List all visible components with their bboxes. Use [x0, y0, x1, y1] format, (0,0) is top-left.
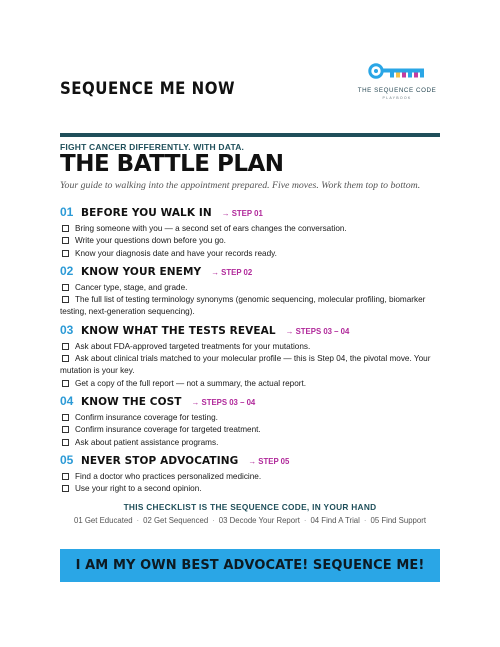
checklist-item — [60, 424, 445, 436]
checklist-item — [60, 341, 445, 353]
checklist — [60, 412, 445, 449]
checklist-item-text: Find a doctor who practices personalized medicine. — [75, 471, 262, 481]
page-subtitle: Your guide to walking into the appointment prepared. Five moves. Work them top to bottom. — [60, 180, 421, 191]
logo-subtitle: PLAYBOOK — [382, 96, 412, 100]
footer-step: 05 Find Support — [370, 516, 426, 525]
step-number: 05 — [60, 452, 74, 467]
checklist-item-text: Know your diagnosis date and have your records ready. — [75, 248, 277, 258]
step-title: KNOW YOUR ENEMY — [81, 265, 202, 278]
step-tag: → STEP 02 — [211, 267, 253, 277]
checklist — [60, 471, 445, 496]
footer-step: 04 Find A Trial — [310, 516, 360, 525]
brand-wordmark: SEQUENCE ME NOW — [60, 78, 236, 99]
checklist-item-text: The full list of testing terminology synonyms (genomic sequencing, molecular profiling, biomarker testing, next-generation sequencing). — [60, 295, 426, 317]
checklist — [60, 223, 445, 260]
checkbox[interactable] — [62, 473, 69, 480]
checklist-item-text: Confirm insurance coverage for targeted treatment. — [75, 425, 261, 435]
checklist — [60, 282, 445, 319]
footer-step: 03 Decode Your Report — [218, 516, 300, 525]
step-header — [60, 264, 445, 282]
checkbox[interactable] — [62, 485, 69, 492]
checklist-item-text: Use your right to a second opinion. — [75, 484, 202, 494]
step-03 — [60, 323, 445, 390]
key-icon — [368, 62, 426, 80]
checklist — [60, 341, 445, 390]
checklist-item-text: Confirm insurance coverage for testing. — [75, 412, 218, 422]
logo — [352, 62, 442, 100]
checkbox[interactable] — [62, 343, 69, 350]
footer-step: 02 Get Sequenced — [143, 516, 209, 525]
footer-steps — [60, 516, 440, 526]
checkbox[interactable] — [62, 237, 69, 244]
step-number: 02 — [60, 263, 74, 278]
checklist-item — [60, 353, 445, 378]
logo-title: THE SEQUENCE CODE — [357, 87, 437, 94]
step-tag: → STEPS 03 – 04 — [285, 326, 350, 336]
step-number: 01 — [60, 205, 74, 219]
step-number: 04 — [60, 393, 74, 408]
step-tag: → STEP 01 — [221, 209, 263, 218]
checkbox[interactable] — [62, 439, 69, 446]
step-tag: → STEPS 03 – 04 — [191, 397, 256, 407]
page-title: THE BATTLE PLAN — [60, 151, 284, 177]
checkbox[interactable] — [62, 380, 69, 387]
checkbox[interactable] — [62, 355, 69, 362]
step-number: 03 — [60, 322, 74, 337]
step-title: BEFORE YOU WALK IN — [81, 207, 212, 219]
advocate-banner — [60, 549, 440, 582]
step-04 — [60, 394, 445, 449]
step-title: KNOW WHAT THE TESTS REVEAL — [81, 324, 276, 337]
checklist-item-text: Ask about clinical trials matched to your molecular profile — this is Step 04, the pivotal move. Your mutation is your key. — [60, 354, 431, 376]
checklist-item — [60, 294, 445, 319]
checkbox[interactable] — [62, 296, 69, 303]
checklist-item — [60, 437, 445, 449]
banner-text: I AM MY OWN BEST ADVOCATE! SEQUENCE ME! — [75, 558, 425, 573]
footer-heading: THIS CHECKLIST IS THE SEQUENCE CODE, IN YOUR HAND — [123, 502, 377, 512]
footer — [60, 502, 440, 526]
checkbox[interactable] — [62, 250, 69, 257]
checklist-item — [60, 378, 445, 390]
step-header — [60, 453, 445, 471]
step-05 — [60, 453, 445, 496]
checklist-item — [60, 412, 445, 424]
step-title: KNOW THE COST — [81, 395, 182, 408]
checklist-item-text: Ask about patient assistance programs. — [75, 437, 219, 447]
checklist-item-text: Get a copy of the full report — not a summary, the actual report. — [75, 378, 307, 388]
checklist-item-text: Bring someone with you — a second set of ears changes the conversation. — [75, 224, 347, 233]
checklist-item — [60, 248, 445, 260]
steps-list — [60, 205, 445, 499]
checklist-item — [60, 223, 445, 235]
checklist-item-text: Ask about FDA-approved targeted treatments for your mutations. — [75, 341, 311, 351]
footer-step: 01 Get Educated — [74, 516, 133, 525]
step-header — [60, 205, 445, 223]
checklist-item — [60, 483, 445, 495]
checklist-item-text: Write your questions down before you go. — [75, 236, 226, 246]
checkbox[interactable] — [62, 284, 69, 291]
checkbox[interactable] — [62, 426, 69, 433]
checkbox[interactable] — [62, 414, 69, 421]
step-header — [60, 394, 445, 412]
step-header — [60, 323, 445, 341]
separator: · — [363, 516, 367, 525]
checklist-item-text: Cancer type, stage, and grade. — [75, 282, 188, 292]
step-tag: → STEP 05 — [248, 456, 290, 466]
header-divider — [60, 133, 440, 137]
checklist-item — [60, 282, 445, 294]
step-01 — [60, 205, 445, 260]
separator: · — [303, 516, 307, 525]
step-title: NEVER STOP ADVOCATING — [81, 454, 239, 467]
separator: · — [212, 516, 215, 525]
eyebrow: FIGHT CANCER DIFFERENTLY. WITH DATA. — [60, 142, 245, 152]
separator: · — [136, 516, 140, 525]
step-02 — [60, 264, 445, 319]
checklist-item — [60, 235, 445, 247]
checkbox[interactable] — [62, 225, 69, 232]
checklist-item — [60, 471, 445, 483]
